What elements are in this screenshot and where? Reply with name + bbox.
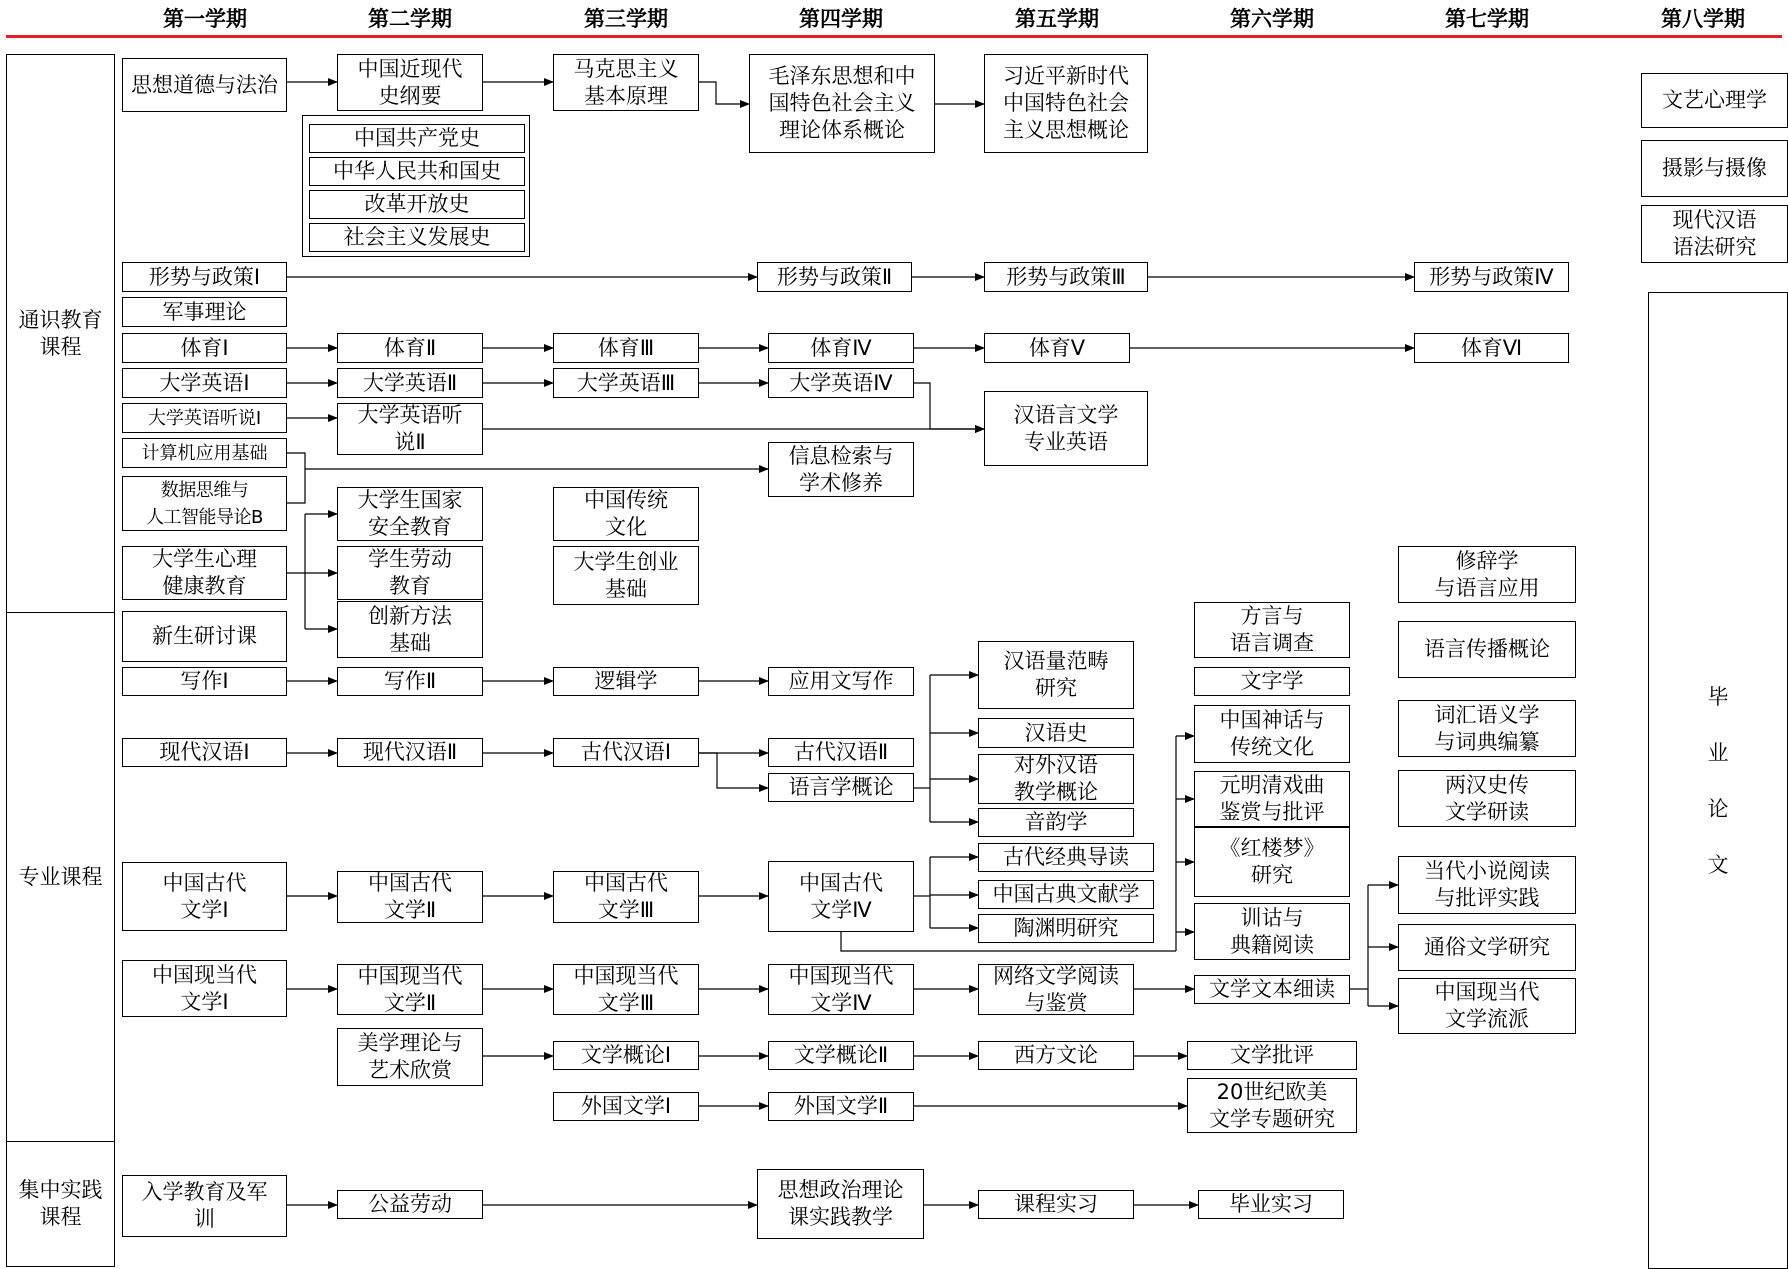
course-box: 体育Ⅴ bbox=[984, 333, 1130, 363]
course-box: 古代经典导读 bbox=[978, 843, 1154, 872]
course-box: 西方文论 bbox=[978, 1041, 1134, 1070]
course-box: 中国现当代 文学流派 bbox=[1398, 978, 1576, 1034]
course-box: 文学批评 bbox=[1187, 1041, 1357, 1070]
course-box: 摄影与摄像 bbox=[1641, 140, 1788, 197]
course-box: 20世纪欧美 文学专题研究 bbox=[1187, 1078, 1357, 1133]
course-box: 大学生心理 健康教育 bbox=[122, 546, 287, 600]
course-box: 数据思维与 人工智能导论B bbox=[122, 476, 287, 531]
course-box: 军事理论 bbox=[122, 297, 287, 327]
connector-arrow bbox=[699, 753, 768, 788]
course-box: 方言与 语言调查 bbox=[1194, 602, 1350, 658]
course-box: 修辞学 与语言应用 bbox=[1398, 546, 1576, 603]
course-box: 汉语量范畴 研究 bbox=[978, 641, 1134, 709]
course-box: 汉语史 bbox=[978, 718, 1134, 748]
semester-4-header: 第四学期 bbox=[799, 7, 883, 31]
semester-2-header: 第二学期 bbox=[368, 7, 452, 31]
course-box: 计算机应用基础 bbox=[122, 438, 287, 468]
course-box: 两汉史传 文学研读 bbox=[1398, 770, 1576, 827]
course-box: 古代汉语Ⅰ bbox=[553, 738, 699, 767]
category-general: 通识教育 课程 bbox=[6, 54, 115, 613]
graduation-thesis-box bbox=[1648, 292, 1788, 1269]
course-box: 体育Ⅰ bbox=[122, 333, 287, 363]
course-box: 创新方法 基础 bbox=[337, 601, 483, 658]
course-box: 大学生创业 基础 bbox=[553, 546, 699, 605]
course-box: 网络文学阅读 与鉴赏 bbox=[978, 964, 1134, 1015]
course-box: 大学英语听 说Ⅱ bbox=[337, 403, 483, 455]
course-box: 中国现当代 文学Ⅳ bbox=[768, 964, 914, 1015]
course-box: 训诂与 典籍阅读 bbox=[1194, 903, 1350, 960]
course-box: 古代汉语Ⅱ bbox=[768, 738, 914, 767]
course-box: 体育Ⅲ bbox=[553, 333, 699, 363]
course-box: 音韵学 bbox=[978, 808, 1134, 837]
course-box: 中国古典文献学 bbox=[978, 880, 1154, 909]
course-box: 通俗文学研究 bbox=[1398, 924, 1576, 971]
course-box: 现代汉语 语法研究 bbox=[1641, 205, 1788, 263]
course-box: 大学生国家 安全教育 bbox=[337, 487, 483, 541]
course-box: 语言传播概论 bbox=[1398, 621, 1576, 678]
semester-1-header: 第一学期 bbox=[163, 7, 247, 31]
course-box: 应用文写作 bbox=[768, 667, 914, 696]
thesis-char: 文 bbox=[1707, 852, 1729, 877]
course-box: 毕业实习 bbox=[1198, 1190, 1344, 1219]
course-box: 信息检索与 学术修养 bbox=[768, 442, 914, 497]
course-box: 社会主义发展史 bbox=[309, 223, 525, 252]
course-box: 大学英语听说Ⅰ bbox=[122, 403, 287, 433]
course-box: 外国文学Ⅰ bbox=[553, 1092, 699, 1121]
course-box: 中国古代 文学Ⅲ bbox=[553, 871, 699, 923]
semester-7-header: 第七学期 bbox=[1445, 7, 1529, 31]
course-box: 美学理论与 艺术欣赏 bbox=[337, 1028, 483, 1086]
course-box: 入学教育及军 训 bbox=[122, 1175, 287, 1237]
semester-5-header: 第五学期 bbox=[1015, 7, 1099, 31]
course-box: 学生劳动 教育 bbox=[337, 546, 483, 600]
course-box: 现代汉语Ⅱ bbox=[337, 738, 483, 767]
course-box: 体育Ⅳ bbox=[768, 333, 914, 363]
course-box: 形势与政策Ⅱ bbox=[757, 262, 912, 292]
course-box: 语言学概论 bbox=[768, 773, 914, 802]
header-divider bbox=[6, 35, 1782, 38]
course-box: 大学英语Ⅳ bbox=[768, 368, 914, 398]
course-box: 形势与政策Ⅲ bbox=[984, 262, 1148, 292]
course-box: 文学概论Ⅱ bbox=[768, 1041, 914, 1070]
connector-arrow bbox=[914, 383, 984, 429]
semester-8-header: 第八学期 bbox=[1661, 7, 1745, 31]
course-box: 外国文学Ⅱ bbox=[768, 1092, 914, 1121]
course-box: 写作Ⅱ bbox=[337, 667, 483, 696]
course-box: 汉语言文学 专业英语 bbox=[984, 391, 1148, 466]
course-box: 中华人民共和国史 bbox=[309, 157, 525, 186]
course-box: 写作Ⅰ bbox=[122, 667, 287, 696]
course-box: 文艺心理学 bbox=[1641, 73, 1788, 128]
course-box: 形势与政策Ⅰ bbox=[122, 262, 287, 292]
thesis-char: 毕 bbox=[1707, 684, 1729, 709]
course-box: 中国近现代 史纲要 bbox=[337, 54, 483, 111]
course-box: 体育Ⅱ bbox=[337, 333, 483, 363]
course-box: 当代小说阅读 与批评实践 bbox=[1398, 856, 1576, 914]
course-box: 现代汉语Ⅰ bbox=[122, 738, 287, 767]
course-box: 大学英语Ⅲ bbox=[553, 368, 699, 398]
course-box: 《红楼梦》 研究 bbox=[1194, 827, 1350, 897]
course-box: 习近平新时代 中国特色社会 主义思想概论 bbox=[984, 54, 1148, 153]
course-box: 对外汉语 教学概论 bbox=[978, 754, 1134, 804]
course-box: 中国古代 文学Ⅳ bbox=[768, 861, 914, 932]
course-box: 毛泽东思想和中 国特色社会主义 理论体系概论 bbox=[749, 54, 935, 153]
course-box: 陶渊明研究 bbox=[978, 914, 1154, 943]
course-box: 中国古代 文学Ⅱ bbox=[337, 871, 483, 923]
course-box: 文字学 bbox=[1194, 667, 1350, 696]
course-box: 词汇语义学 与词典编纂 bbox=[1398, 700, 1576, 757]
course-box: 中国神话与 传统文化 bbox=[1194, 705, 1350, 763]
course-box: 元明清戏曲 鉴赏与批评 bbox=[1194, 771, 1350, 827]
course-box: 公益劳动 bbox=[337, 1190, 483, 1219]
course-box: 中国共产党史 bbox=[309, 124, 525, 153]
semester-3-header: 第三学期 bbox=[584, 7, 668, 31]
connector-arrow bbox=[287, 453, 305, 503]
course-box: 思想道德与法治 bbox=[122, 58, 287, 112]
course-box: 中国传统 文化 bbox=[553, 487, 699, 541]
course-box: 马克思主义 基本原理 bbox=[553, 54, 699, 111]
course-box: 课程实习 bbox=[978, 1190, 1134, 1219]
semester-6-header: 第六学期 bbox=[1230, 7, 1314, 31]
course-box: 文学文本细读 bbox=[1194, 975, 1350, 1004]
thesis-char: 业 bbox=[1707, 740, 1729, 765]
course-box: 思想政治理论 课实践教学 bbox=[757, 1169, 924, 1239]
course-box: 逻辑学 bbox=[553, 667, 699, 696]
course-box: 中国现当代 文学Ⅱ bbox=[337, 964, 483, 1015]
category-practice: 集中实践 课程 bbox=[6, 1141, 115, 1267]
course-box: 大学英语Ⅱ bbox=[337, 368, 483, 398]
course-box: 新生研讨课 bbox=[122, 611, 287, 662]
connector-arrow bbox=[699, 82, 749, 104]
thesis-char: 论 bbox=[1707, 796, 1729, 821]
course-box: 形势与政策Ⅳ bbox=[1414, 262, 1569, 292]
category-major: 专业课程 bbox=[6, 612, 115, 1142]
course-box: 中国现当代 文学Ⅲ bbox=[553, 964, 699, 1015]
course-box: 中国古代 文学Ⅰ bbox=[122, 862, 287, 931]
course-box: 体育Ⅵ bbox=[1414, 333, 1569, 363]
course-box: 改革开放史 bbox=[309, 190, 525, 219]
course-box: 大学英语Ⅰ bbox=[122, 368, 287, 398]
course-box: 中国现当代 文学Ⅰ bbox=[122, 960, 287, 1017]
course-box: 文学概论Ⅰ bbox=[553, 1041, 699, 1070]
